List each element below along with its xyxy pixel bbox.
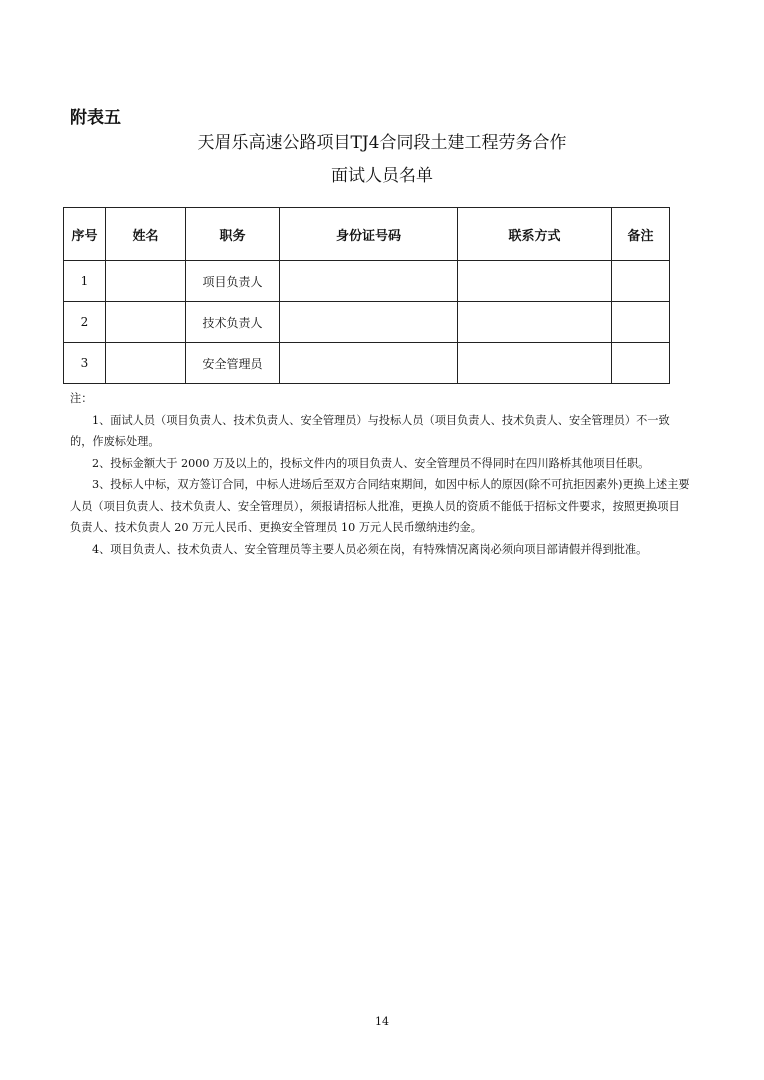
table-header-row	[64, 208, 670, 261]
page-number: 14	[375, 1015, 389, 1028]
note-item: 1、面试人员（项目负责人、技术负责人、安全管理员）与投标人员（项目负责人、技术负责人、安全管理员）不一致的，作废标处理。	[70, 413, 670, 448]
table-row	[64, 343, 670, 384]
header-contact: 联系方式	[458, 208, 612, 261]
table-row	[64, 302, 670, 343]
note-item: 2、投标金额大于 2000 万及以上的，投标文件内的项目负责人、安全管理员不得同时在四川路桥其他项目任职。	[92, 456, 650, 470]
cell-serial: 2	[64, 302, 106, 343]
header-name: 姓名	[106, 208, 186, 261]
note-item: 4、项目负责人、技术负责人、安全管理员等主要人员必须在岗，有特殊情况离岗必须向项目部请假并得到批准。	[92, 542, 648, 556]
cell-id-number[interactable]	[280, 261, 458, 302]
header-serial: 序号	[64, 208, 106, 261]
notes-section	[70, 388, 690, 560]
cell-serial: 3	[64, 343, 106, 384]
document-subtitle: 面试人员名单	[331, 166, 433, 186]
cell-contact[interactable]	[458, 261, 612, 302]
header-position: 职务	[186, 208, 280, 261]
document-title: 天眉乐高速公路项目TJ4合同段土建工程劳务合作	[197, 133, 567, 153]
cell-remark[interactable]	[612, 302, 670, 343]
cell-name[interactable]	[106, 343, 186, 384]
cell-contact[interactable]	[458, 343, 612, 384]
cell-position: 安全管理员	[186, 343, 280, 384]
cell-position: 技术负责人	[186, 302, 280, 343]
cell-contact[interactable]	[458, 302, 612, 343]
cell-id-number[interactable]	[280, 343, 458, 384]
appendix-label: 附表五	[70, 108, 121, 128]
cell-position: 项目负责人	[186, 261, 280, 302]
table-row	[64, 261, 670, 302]
notes-label: 注：	[70, 392, 93, 405]
cell-remark[interactable]	[612, 261, 670, 302]
interview-roster-table	[63, 207, 670, 384]
cell-id-number[interactable]	[280, 302, 458, 343]
cell-name[interactable]	[106, 261, 186, 302]
cell-serial: 1	[64, 261, 106, 302]
note-item: 3、投标人中标，双方签订合同，中标人进场后至双方合同结束期间，如因中标人的原因(除不可抗拒因素外)更换上述主要人员（项目负责人、技术负责人、安全管理员），须报请招标人批准，更换人员的资质不能低于招标文件要求，按照更换项目负责人、技术负责人 20 万元人民币、更换安全管理员 10 万元人民币缴纳违约金。	[70, 478, 690, 534]
cell-remark[interactable]	[612, 343, 670, 384]
cell-name[interactable]	[106, 302, 186, 343]
header-remark: 备注	[612, 208, 670, 261]
header-id-number: 身份证号码	[280, 208, 458, 261]
